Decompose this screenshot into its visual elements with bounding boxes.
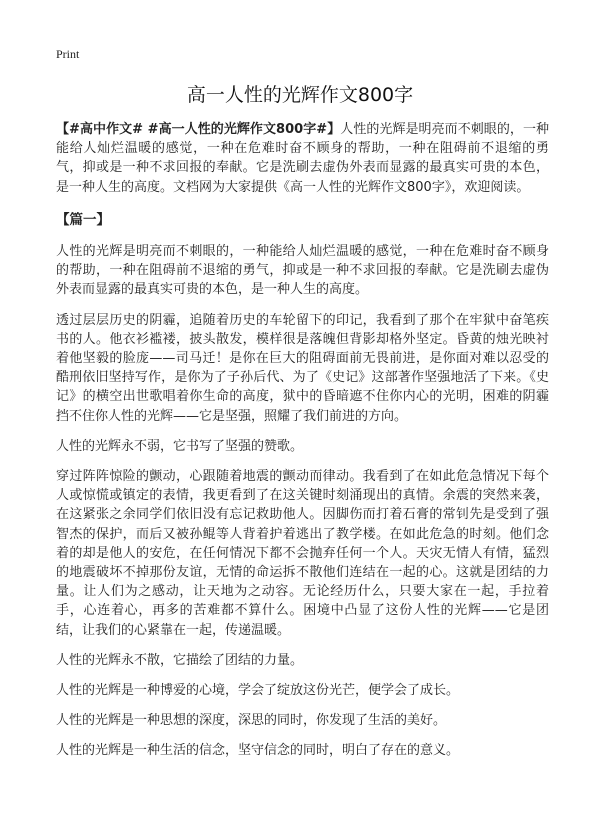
print-link[interactable]: Print <box>56 47 80 61</box>
page-title: 高一人性的光辉作文800字 <box>186 84 414 106</box>
paragraph: 穿过阵阵惊险的颤动，心跟随着地震的颤动而律动。我看到了在如此危急情况下每个人或惊慌或镇定的表情，我更看到了在这关键时刻涌现出的真情。余震的突然来袭，在这紧张之余同学们依旧没有忘记救助他人。因脚伤而打着石膏的常钊先是受到了强智杰的保护，而后又被孙鲲等人背着护着逃出了教学楼。在如此危急的时刻。他们念着的却是他人的安危，在任何情况下都不会抛弃任何一个人。天灾无情人有情，猛烈的地震破坏不掉那份友谊，无情的命运拆不散他们连结在一起的心。这就是团结的力量。让人们为之感动，让天地为之动容。无论经历什么，只要大家在一起，手拉着手，心连着心，再多的苦难都不算什么。困境中凸显了这份人性的光辉——它是团结，让我们的心紧靠在一起，传递温暖。 <box>56 469 549 638</box>
paragraph: 人性的光辉是一种生活的信念，坚守信念的同时，明白了存在的意义。 <box>56 743 460 759</box>
paragraph: 人性的光辉永不散，它描绘了团结的力量。 <box>56 652 304 668</box>
paragraph: 透过层层历史的阴霾，追随着历史的车轮留下的印记，我看到了那个在牢狱中奋笔疾书的人。他衣衫褴褛，披头散发，模样很是落魄但背影却格外坚定。昏黄的烛光映衬着他坚毅的脸庞——司马迁！是你在巨大的阻碍面前无畏前进，是你面对难以忍受的酷刑依旧坚持写作，是你为了子孙后代、为了《史记》这部著作坚强地活了下来。《史记》的横空出世歌唱着你生命的高度，狱中的昏暗遮不住你内心的光明，困难的阴霾挡不住你人性的光辉——它是坚强，照耀了我们前进的方向。 <box>56 312 549 424</box>
paragraph: 人性的光辉是明亮而不刺眼的，一种能给人灿烂温暖的感觉，一种在危难时奋不顾身的帮助，一种在阻碍前不退缩的勇气，抑或是一种不求回报的奉献。它是洗刷去虚伪外表而显露的最真实可贵的本色，是一种人生的高度。 <box>56 244 549 298</box>
intro-paragraph <box>56 120 549 197</box>
section-heading: 【篇一】 <box>56 211 110 228</box>
intro-tags: 【#高中作文# #高一人性的光辉作文800字#】 <box>56 122 341 137</box>
paragraph: 人性的光辉是一种思想的深度，深思的同时，你发现了生活的美好。 <box>56 713 447 729</box>
article-body <box>56 120 549 772</box>
intro-text: 人性的光辉是明亮而不刺眼的，一种能给人灿烂温暖的感觉，一种在危难时奋不顾身的帮助，一种在阻碍前不退缩的勇气，抑或是一种不求回报的奉献。它是洗刷去虚伪外表而显露的最真实可贵的本色，是一种人生的高度。文档网为大家提供《高一人性的光辉作文800字》，欢迎阅读。 <box>56 122 549 195</box>
paragraph: 人性的光辉永不弱，它书写了坚强的赞歌。 <box>56 438 304 454</box>
paragraph: 人性的光辉是一种博爱的心境，学会了绽放这份光芒，便学会了成长。 <box>56 683 460 699</box>
